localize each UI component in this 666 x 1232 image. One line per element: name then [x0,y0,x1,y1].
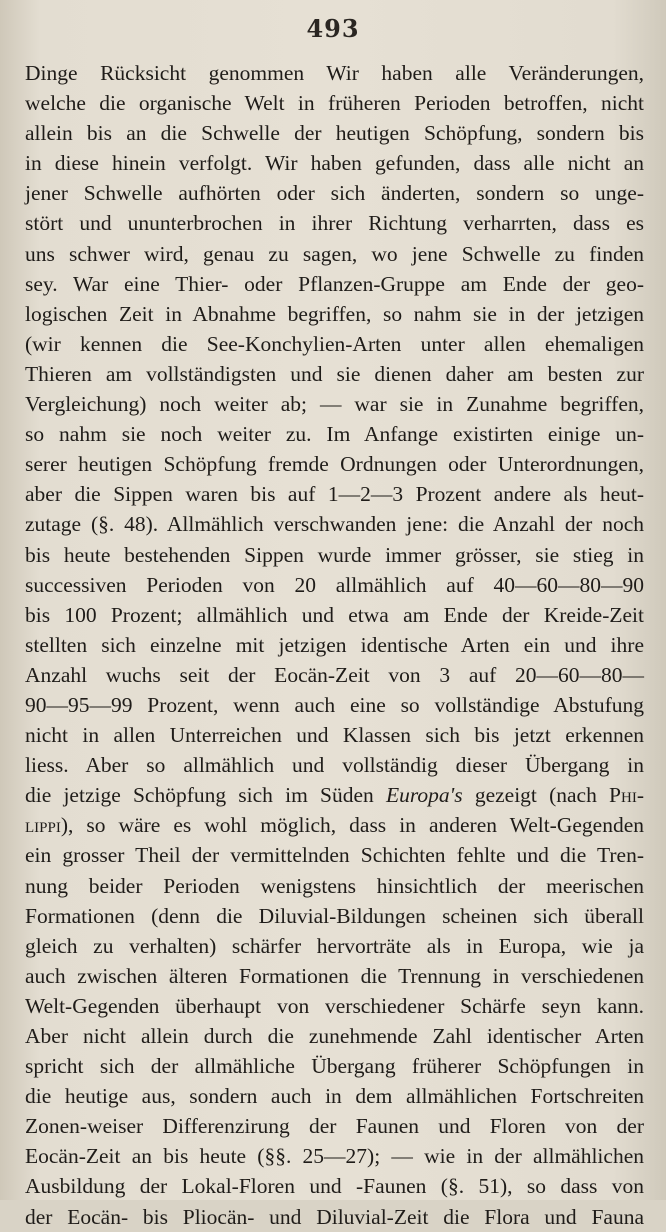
italic-place-name: Europa's [385,783,463,808]
text-line: stört und ununterbrochen in ihrer Richtung verharrten, dass es [25,211,644,236]
text-fragment: ), so wäre es wohl möglich, dass in anderen Welt-Gegenden [60,813,644,838]
text-line: successiven Perioden von 20 allmählich auf 40—60—80—90 [25,572,644,597]
text-line: Welt-Gegenden überhaupt von verschiedener Schärfe seyn kann. [25,993,644,1018]
text-line: nung beider Perioden wenigstens hinsichtlich der meerischen [25,873,644,898]
text-line: Zonen-weiser Differenzirung der Faunen und Floren von der [25,1114,644,1139]
text-line: Thieren am vollständigsten und sie dienen daher am besten zur [25,361,644,386]
text-line: bis heute bestehenden Sippen wurde immer grösser, sie stieg in [25,542,644,567]
text-line: gleich zu verhalten) schärfer hervorträte als in Europa, wie ja [25,933,644,958]
text-line: zutage (§. 48). Allmählich verschwanden jene: die Anzahl der noch [25,512,644,537]
text-line: sey. War eine Thier- oder Pflanzen-Gruppe am Ende der geo- [25,271,644,296]
text-line: Ausbildung der Lokal-Floren und -Faunen (§. 51), so dass von [25,1174,644,1199]
text-line: liess. Aber so allmählich und vollständig dieser Übergang in [25,753,644,778]
text-line: nicht in allen Unterreichen und Klassen sich bis jetzt erkennen [25,723,644,748]
text-line: auch zwischen älteren Formationen die Trennung in verschiedenen [25,963,644,988]
text-line: der Eocän- bis Pliocän- und Diluvial-Zeit die Flora und Fauna [25,1204,644,1229]
text-line: jener Schwelle aufhörten oder sich änderten, sondern so unge- [25,181,644,206]
text-line: welche die organische Welt in früheren Perioden betroffen, nicht [25,91,644,116]
text-line: stellten sich einzelne mit jetzigen identische Arten ein und ihre [25,632,644,657]
text-line: Anzahl wuchs seit der Eocän-Zeit von 3 auf 20—60—80— [25,662,644,687]
text-line: allein bis an die Schwelle der heutigen Schöpfung, sondern bis [25,121,644,146]
author-name-smallcaps: Phi- [609,783,644,808]
text-line: spricht sich der allmähliche Übergang früherer Schöpfungen in [25,1054,644,1079]
text-line: so nahm sie noch weiter zu. Im Anfange existirten einige un- [25,422,644,447]
text-fragment: die jetzige Schöpfung sich im Süden [25,783,386,808]
text-line: Formationen (denn die Diluvial-Bildungen scheinen sich überall [25,903,644,928]
author-name-smallcaps: lippi [25,813,61,838]
text-line-philippi [25,810,644,840]
page-number: 493 [306,14,360,43]
text-line: Vergleichung) noch weiter ab; — war sie in Zunahme begriffen, [25,392,644,417]
body-text [25,58,644,1232]
text-line: (wir kennen die See-Konchylien-Arten unter allen ehemaligen [25,331,644,356]
text-fragment: gezeigt (nach [462,783,610,808]
text-line: bis 100 Prozent; allmählich und etwa am Ende der Kreide-Zeit [25,602,644,627]
text-line: logischen Zeit in Abnahme begriffen, so nahm sie in der jetzigen [25,301,644,326]
text-line: Dinge Rücksicht genommen Wir haben alle Veränderungen, [25,61,644,85]
text-line: Aber nicht allein durch die zunehmende Zahl identischer Arten [25,1024,644,1048]
text-line: in diese hinein verfolgt. Wir haben gefunden, dass alle nicht an [25,151,644,176]
text-line: Eocän-Zeit an bis heute (§§. 25—27); — wie in der allmählichen [25,1144,644,1169]
text-line-europa [25,780,644,810]
text-line: uns schwer wird, genau zu sagen, wo jene Schwelle zu finden [25,241,644,266]
text-line: die heutige aus, sondern auch in dem allmählichen Fortschreiten [25,1084,644,1109]
text-line: serer heutigen Schöpfung fremde Ordnungen oder Unterordnungen, [25,452,644,477]
text-line: 90—95—99 Prozent, wenn auch eine so vollständige Abstufung [25,692,644,717]
text-line: aber die Sippen waren bis auf 1—2—3 Prozent andere als heut- [25,482,644,507]
text-line: ein grosser Theil der vermittelnden Schichten fehlte und die Tren- [25,843,644,868]
